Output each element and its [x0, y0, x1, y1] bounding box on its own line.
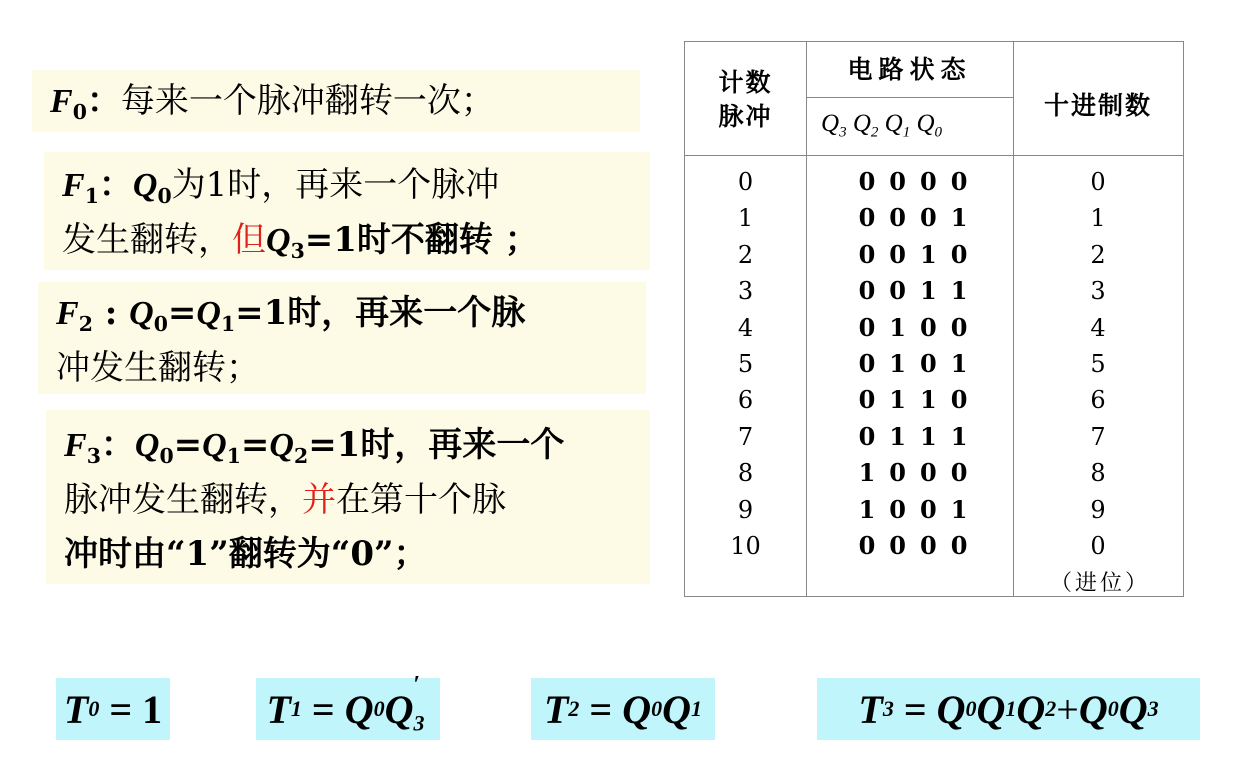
f2-subscript: 2 [78, 312, 93, 337]
rule-f3-line3: 冲时由“1”翻转为“0”； [64, 534, 428, 574]
decimal-cell: 1 [1090, 204, 1106, 233]
t1-term-b: Q [384, 686, 414, 732]
state-cell: 0110 [858, 385, 982, 415]
f2-q1: Q [196, 295, 221, 332]
q3-label: $Q_3$ [821, 110, 847, 141]
carry-note: （进位） [1050, 571, 1151, 596]
equation-t2: T 2 = Q 0 Q 1 [531, 678, 715, 740]
rule-f1-line2 [62, 213, 650, 268]
f1-q0-sub: 0 [157, 184, 172, 209]
t1-prime: ′ [413, 672, 421, 699]
f2-q0: Q [129, 295, 154, 332]
pulse-cell: 2 [737, 240, 754, 269]
pulse-cell: 6 [737, 386, 754, 415]
state-cell: 0101 [858, 348, 982, 378]
decimal-cell: 6 [1090, 386, 1106, 415]
f3-line2-start: 脉冲发生翻转， [64, 480, 302, 520]
f3-q1-sub: 1 [226, 444, 241, 469]
pulse-cell: 3 [737, 277, 754, 306]
decimal-cell: 4 [1090, 313, 1106, 342]
t0-equals: = [99, 686, 143, 732]
f2-q1-sub: 1 [220, 312, 236, 337]
f3-symbol: F [64, 427, 87, 464]
f3-colon: ： [100, 425, 135, 465]
rule-f1-box [44, 152, 650, 270]
t1-lhs: T [266, 686, 291, 732]
header-pulse [685, 66, 806, 134]
q0-label: $Q_0$ [916, 110, 942, 141]
table-header-rule [685, 155, 1183, 156]
t1-equals: = [301, 686, 345, 732]
f3-red-word: 并 [302, 480, 336, 520]
f3-line1-rest: =1时，再来一个 [308, 425, 565, 465]
f3-q2: Q [269, 427, 294, 464]
decimal-cell: 3 [1090, 277, 1106, 306]
f0-symbol: F [50, 83, 73, 120]
t3-term-e: Q [1118, 686, 1148, 732]
t3-term-c: Q [1016, 686, 1046, 732]
decimal-cell: 2 [1090, 240, 1106, 269]
decimal-cell: 5 [1090, 349, 1106, 378]
f1-line2-end: =1时不翻转 ； [304, 220, 539, 260]
state-cell: 0100 [858, 312, 982, 342]
f3-q0: Q [134, 427, 160, 464]
decimal-cell: 8 [1090, 459, 1106, 488]
rule-f1-line1 [62, 158, 650, 213]
pulse-cell: 4 [737, 313, 754, 342]
t1-term-b-sub: 3 [413, 710, 425, 736]
table-state-subrule [806, 97, 1013, 98]
t1-term-b-script [413, 672, 430, 736]
header-state: 电路状态 [847, 55, 972, 84]
t3-equals: = [893, 686, 937, 732]
state-cell: 0000 [858, 167, 982, 196]
f1-q3: Q [266, 222, 291, 259]
t2-term-a: Q [622, 686, 652, 732]
t3-term-a: Q [936, 686, 966, 732]
pulse-cell: 10 [730, 531, 761, 560]
rule-f3-line2 [64, 473, 650, 527]
decimal-cell: 0 [1090, 531, 1106, 560]
state-cell: 1001 [858, 494, 982, 524]
t0-rhs: 1 [142, 686, 163, 732]
t3-term-d: Q [1078, 686, 1108, 732]
state-cell: 1000 [858, 458, 982, 488]
f0-colon: ： [86, 81, 121, 121]
rule-f3-box [46, 410, 650, 584]
equation-t0: T 0 = 1 [56, 678, 170, 740]
rule-f2-box [38, 282, 646, 394]
q2-label: $Q_2$ [852, 110, 879, 141]
t1-term-a: Q [344, 686, 374, 732]
pulse-cell: 1 [737, 204, 754, 233]
pulse-cell: 9 [737, 495, 754, 524]
rule-f2-line1 [56, 286, 646, 341]
state-cell: 0111 [858, 421, 982, 451]
f1-colon: ： [98, 165, 133, 205]
f1-subscript: 1 [84, 184, 99, 209]
f2-eq1: = [167, 293, 197, 333]
f2-line1-rest: =1时，再来一个脉 [235, 293, 526, 333]
f0-text: 每来一个脉冲翻转一次； [120, 81, 495, 121]
rule-f0-line [50, 74, 640, 129]
decimal-cell: 0 [1090, 168, 1106, 196]
equation-t3: T 3 = Q 0 Q 1 Q 2 + Q 0 Q 3 [817, 678, 1200, 740]
f3-q0-sub: 0 [159, 444, 174, 469]
f1-line1-rest: 为1时，再来一个脉冲 [171, 165, 500, 205]
state-cell: 0011 [858, 276, 982, 306]
f1-red-word: 但 [232, 220, 266, 260]
f3-eq2: = [240, 425, 270, 465]
f0-subscript: 0 [72, 100, 87, 125]
header-pulse-line1: 计数 [718, 68, 773, 97]
state-cell: 0000 [858, 530, 982, 560]
rule-f0-box [32, 70, 640, 132]
t3-lhs: T [858, 686, 883, 732]
state-column [820, 164, 1020, 564]
pulse-cell: 8 [737, 459, 754, 488]
decimal-cell: 9 [1090, 495, 1106, 524]
t2-equals: = [579, 686, 623, 732]
f3-eq1: = [173, 425, 203, 465]
f3-subscript: 3 [86, 444, 101, 469]
state-cell: 0010 [858, 239, 982, 269]
rule-f2-line2: 冲发生翻转； [56, 348, 260, 388]
f2-q0-sub: 0 [153, 312, 168, 337]
table-divider-1 [806, 42, 807, 596]
t3-term-b: Q [976, 686, 1006, 732]
f1-q0: Q [132, 167, 158, 204]
f3-q2-sub: 2 [293, 444, 309, 469]
t0-lhs: T [63, 686, 89, 732]
rule-f3-line1 [64, 418, 650, 473]
f1-symbol: F [62, 167, 85, 204]
t2-lhs: T [543, 686, 569, 732]
header-q-vars [821, 110, 942, 141]
header-decimal: 十进制数 [1043, 91, 1152, 120]
t2-term-b: Q [662, 686, 691, 732]
decimal-cell: 7 [1090, 422, 1106, 451]
f3-line2-end: 在第十个脉 [336, 480, 506, 520]
f3-q1: Q [202, 427, 227, 464]
q1-label: $Q_1$ [884, 110, 911, 141]
f2-colon: : [92, 293, 130, 333]
pulse-cell: 7 [737, 422, 754, 451]
f1-line2-start: 发生翻转， [62, 220, 232, 260]
header-pulse-line2: 脉冲 [718, 102, 773, 131]
pulse-cell: 0 [737, 168, 754, 196]
pulse-column [685, 164, 806, 564]
f2-symbol: F [56, 295, 79, 332]
decimal-column [1013, 164, 1183, 564]
equation-t1: T 1 = Q 0 Q ′ $_3$ [256, 678, 440, 740]
state-table [684, 41, 1184, 597]
pulse-cell: 5 [737, 349, 754, 378]
t3-plus: + [1056, 686, 1079, 732]
state-cell: 0001 [858, 203, 982, 233]
f1-q3-sub: 3 [290, 239, 305, 264]
